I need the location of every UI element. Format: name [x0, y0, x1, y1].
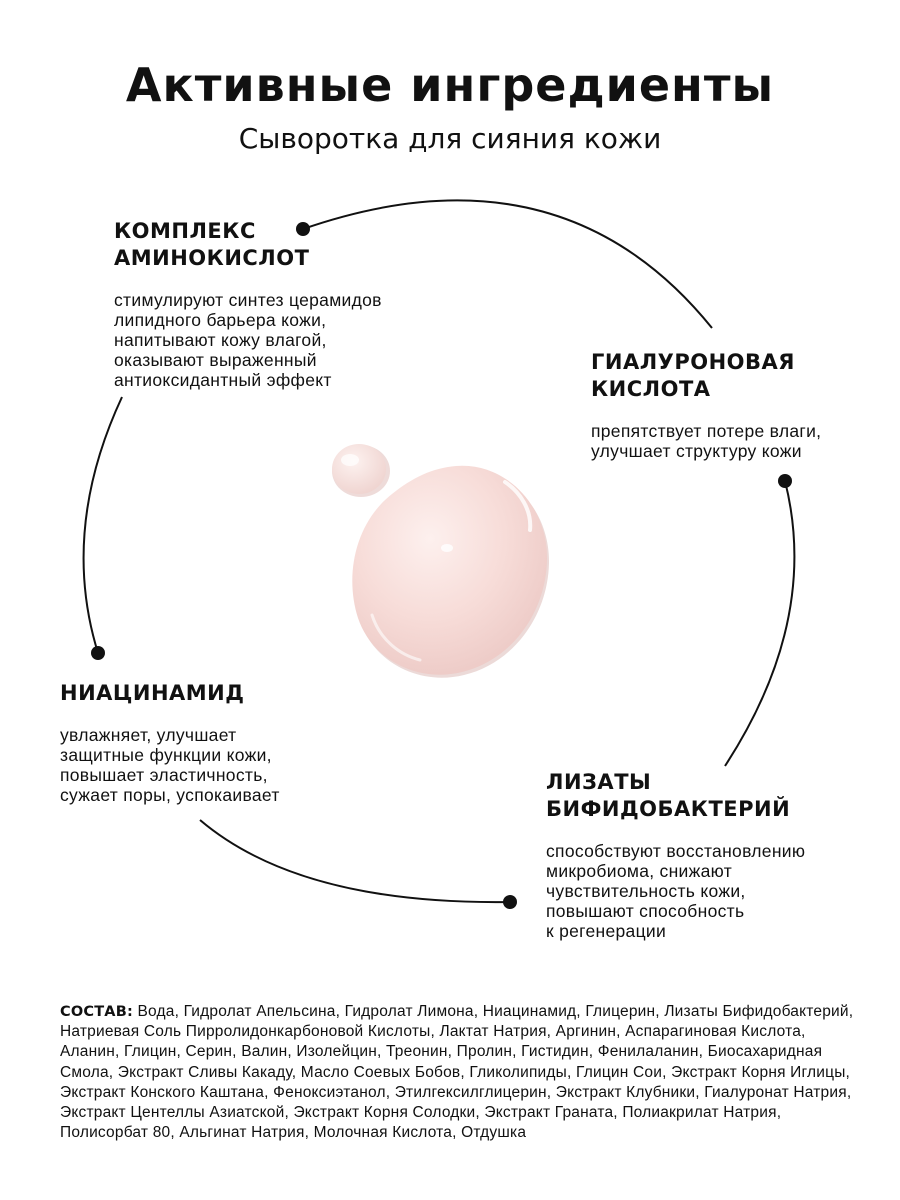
- ingredient-title: ЛИЗАТЫ БИФИДОБАКТЕРИЙ: [546, 770, 791, 821]
- arc-bottom: [200, 820, 510, 902]
- ingredient-description: стимулируют синтез церамидов липидного барьера кожи, напитывают кожу влагой, оказывают выраженный антиоксидантный эффект: [114, 290, 382, 390]
- serum-drop-large: [352, 466, 549, 678]
- page-subtitle: Сыворотка для сияния кожи: [238, 122, 662, 155]
- ingredient-title: ГИАЛУРОНОВАЯ КИСЛОТА: [591, 350, 795, 401]
- arc-right: [725, 481, 794, 766]
- ingredient-amino-acids: [114, 218, 434, 390]
- ingredient-title: КОМПЛЕКС АМИНОКИСЛОТ: [114, 219, 310, 270]
- ingredient-description: увлажняет, улучшает защитные функции кожи, повышает эластичность, сужает поры, успокаивает: [60, 725, 280, 805]
- serum-drop-small: [332, 444, 390, 497]
- ingredient-description: препятствует потере влаги, улучшает структуру кожи: [591, 421, 822, 461]
- ingredient-description: способствуют восстановлению микробиома, снижают чувствительность кожи, повышают способность к регенерации: [546, 841, 806, 941]
- ingredient-bifidobacteria-lysates: [546, 769, 866, 941]
- dot-bifido: [503, 895, 517, 909]
- dot-niacinamide: [91, 646, 105, 660]
- composition-list: Вода, Гидролат Апельсина, Гидролат Лимона, Ниацинамид, Глицерин, Лизаты Бифидобактерий, Натриевая Соль Пирролидонкарбоновой Кислоты, Лактат Натрия, Аргинин, Аспарагиновая Кислота, Аланин, Глицин, Серин, Валин, Изолейцин, Треонин, Пролин, Гистидин, Фенилаланин, Биосахаридная Смола, Экстракт Сливы Какаду, Масло Соевых Бобов, Гликолипиды, Глицин Сои, Экстракт Корня Иглицы, Экстракт Конского Каштана, Феноксиэтанол, Этилгексилглицерин, Экстракт Клубники, Гиалуронат Натрия, Экстракт Центеллы Азиатской, Экстракт Корня Солодки, Экстракт Граната, Полиакрилат Натрия, Полисорбат 80, Альгинат Натрия, Молочная Кислота, Отдушка: [60, 1003, 854, 1142]
- arc-left: [84, 397, 122, 653]
- composition-text: [60, 1002, 860, 1143]
- composition-label: СОСТАВ:: [60, 1004, 133, 1020]
- ingredient-niacinamide: [60, 680, 360, 805]
- ingredient-hyaluronic-acid: [591, 349, 881, 461]
- page-title: Активные ингредиенты: [125, 58, 775, 112]
- dot-hyaluronic: [778, 474, 792, 488]
- ingredient-title: НИАЦИНАМИД: [60, 681, 245, 705]
